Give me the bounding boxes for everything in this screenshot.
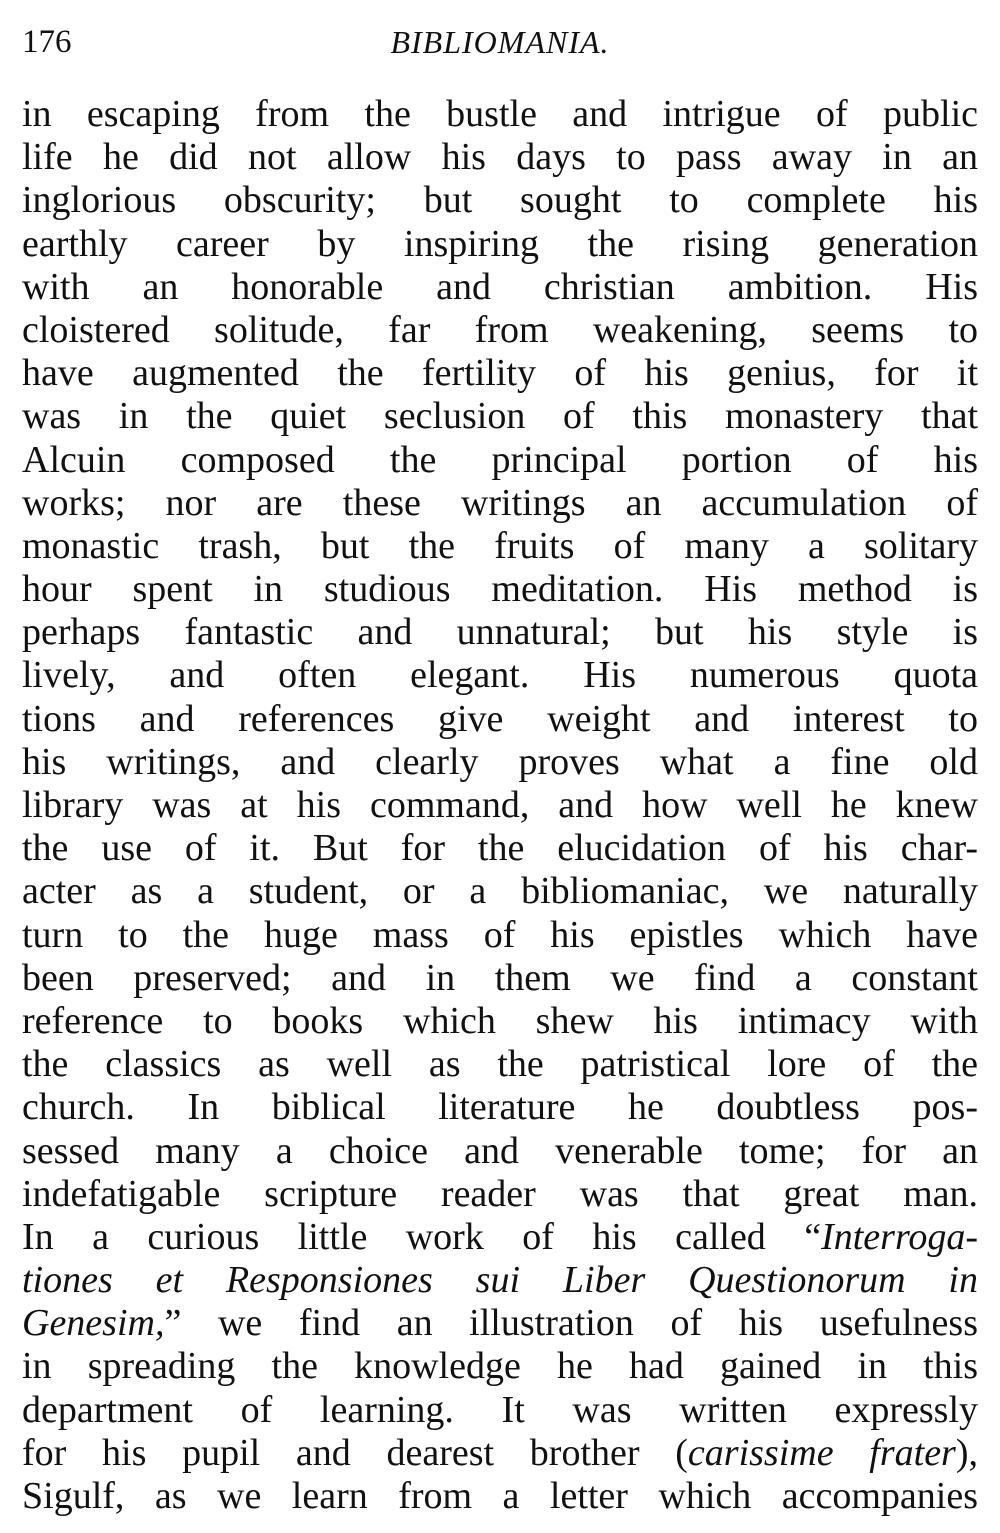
italic-title: Interroga-: [821, 1215, 978, 1258]
text-line: the classics as well as the patristical lore of the: [22, 1043, 978, 1086]
italic-phrase: carissime frater: [687, 1431, 956, 1474]
text-line: the use of it. But for the elucidation of his char-: [22, 827, 978, 870]
text-line: hour spent in studious meditation. His method is: [22, 568, 978, 611]
text-line: works; nor are these writings an accumulation of: [22, 481, 978, 524]
text-line: was in the quiet seclusion of this monastery that: [22, 395, 978, 438]
text-line: in spreading the knowledge he had gained in this: [22, 1345, 978, 1388]
text-line: [22, 1302, 978, 1345]
running-title: BIBLIOMANIA.: [390, 24, 610, 60]
running-head: [22, 22, 978, 62]
text-line: acter as a student, or a bibliomaniac, we naturally: [22, 870, 978, 913]
text-line: tions and references give weight and interest to: [22, 697, 978, 740]
text-line: cloistered solitude, far from weakening, seems to: [22, 308, 978, 351]
text-line: [22, 1432, 978, 1475]
italic-title: tiones et Responsiones sui Liber Questionorum in: [22, 1259, 978, 1302]
text-line: his writings, and clearly proves what a fine old: [22, 740, 978, 783]
text-line: in escaping from the bustle and intrigue of public: [22, 93, 978, 135]
text-segment: ),: [955, 1431, 979, 1474]
text-segment: ” we find an illustration of his usefulness: [164, 1302, 978, 1345]
text-line: library was at his command, and how well he knew: [22, 784, 978, 826]
italic-title: Genesim,: [22, 1302, 165, 1345]
text-line: lively, and often elegant. His numerous quota: [22, 654, 978, 697]
text-line: earthly career by inspiring the rising generation: [22, 222, 978, 265]
body-text: [22, 93, 978, 1518]
text-segment: In a curious little work of his called “: [22, 1215, 822, 1258]
text-line: monastic trash, but the fruits of many a solitary: [22, 524, 978, 567]
text-line: life he did not allow his days to pass away in an: [22, 136, 978, 179]
text-line: [22, 1259, 978, 1302]
text-line: indefatigable scripture reader was that great man.: [22, 1172, 978, 1215]
text-line: been preserved; and in them we find a constant: [22, 956, 978, 999]
page-number: 176: [22, 24, 72, 60]
text-line: [22, 1216, 978, 1259]
text-line: Alcuin composed the principal portion of his: [22, 438, 978, 481]
text-line: with an honorable and christian ambition. His: [22, 265, 978, 308]
text-line: department of learning. It was written expressly: [22, 1388, 978, 1431]
text-segment: for his pupil and dearest brother (: [22, 1431, 688, 1474]
text-line: Sigulf, as we learn from a letter which accompanies: [22, 1475, 978, 1517]
text-line: have augmented the fertility of his genius, for it: [22, 352, 978, 395]
text-line: turn to the huge mass of his epistles which have: [22, 913, 978, 956]
text-line: inglorious obscurity; but sought to complete his: [22, 179, 978, 222]
text-line: church. In biblical literature he doubtless pos-: [22, 1086, 978, 1129]
text-line: reference to books which shew his intimacy with: [22, 999, 978, 1042]
text-line: perhaps fantastic and unnatural; but his style is: [22, 611, 978, 654]
text-line: sessed many a choice and venerable tome; for an: [22, 1129, 978, 1172]
